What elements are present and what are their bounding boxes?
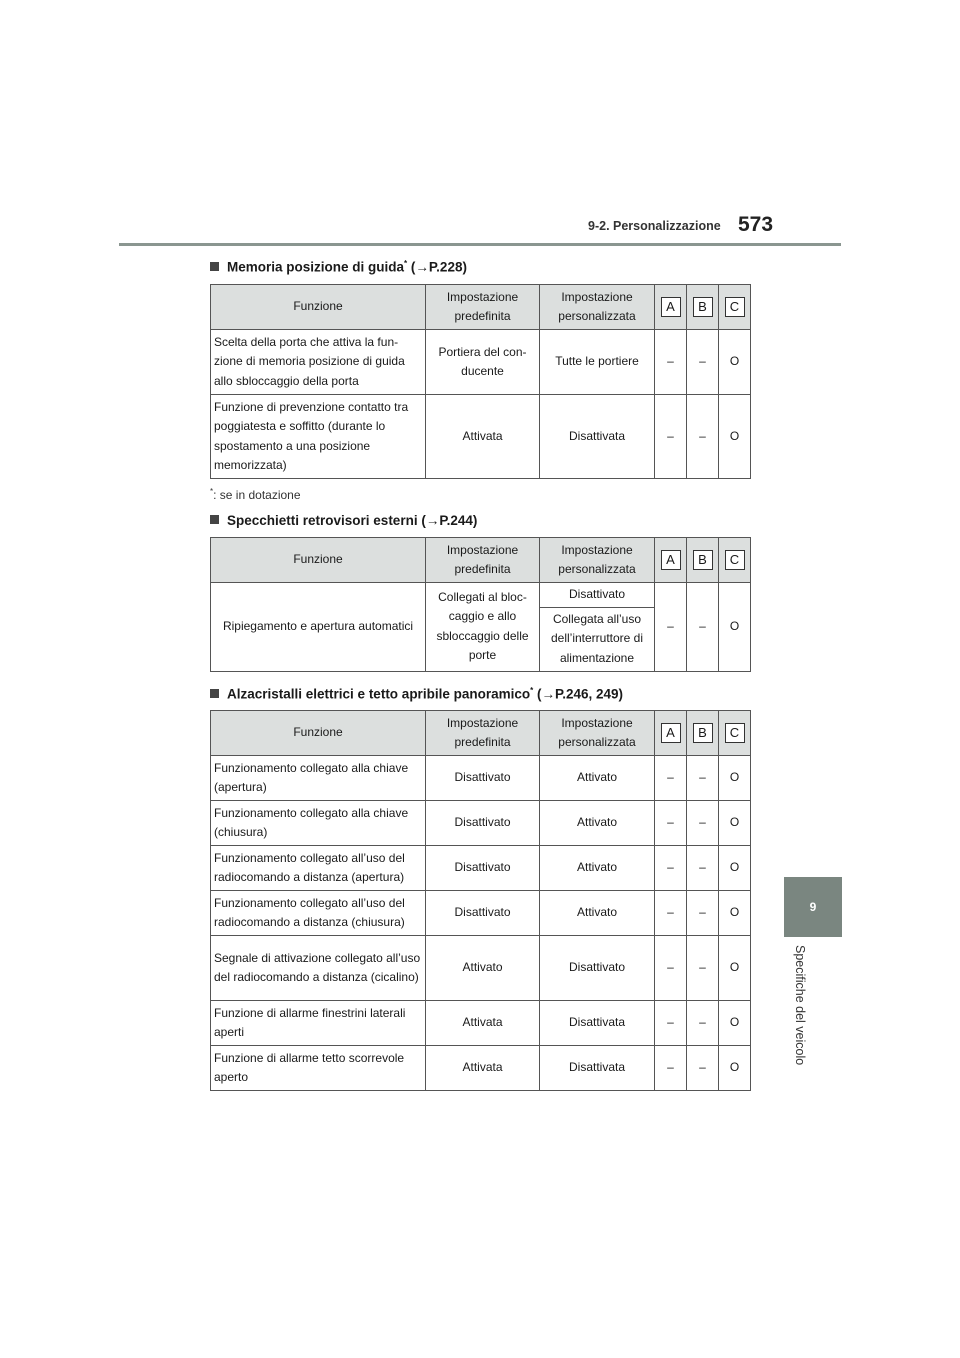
column-header-custom: Impostazione personalizzata bbox=[540, 538, 655, 583]
bullet-square-icon bbox=[210, 515, 219, 524]
table-row: Scelta della porta che attiva la fun-zione di memoria posizione di guida allo sbloccaggio della porta Portiera del con-ducente Tutte le portiere – – O bbox=[211, 330, 751, 395]
table-row: Funzionamento collegato all’uso del radiocomando a distanza (apertura) Disattivato Attivato – – O bbox=[211, 846, 751, 891]
column-header-default: Impostazione predefinita bbox=[426, 711, 540, 756]
page-reference-link[interactable]: (→P.246, 249) bbox=[536, 686, 624, 702]
header-divider bbox=[119, 243, 841, 246]
chapter-number: 9 bbox=[809, 900, 817, 914]
column-header-c: C bbox=[719, 711, 751, 756]
table-row: Ripiegamento e apertura automatici Collegati al bloc-caggio e allo sbloccaggio delle porte Disattivato – – O bbox=[211, 583, 751, 608]
column-header-custom: Impostazione personalizzata bbox=[540, 711, 655, 756]
chapter-title: Specifiche del veicolo bbox=[793, 945, 807, 1066]
chapter-tab[interactable] bbox=[784, 877, 842, 937]
page-reference-link[interactable]: (→P.228) bbox=[410, 259, 467, 275]
settings-table-specchietti bbox=[210, 537, 751, 672]
column-header-b: B bbox=[687, 538, 719, 583]
section-title-specchietti: Specchietti retrovisori esterni (→P.244) bbox=[210, 513, 477, 528]
settings-table-alzacristalli bbox=[210, 710, 751, 1091]
table-row: Funzionamento collegato alla chiave (chiusura) Disattivato Attivato – – O bbox=[211, 801, 751, 846]
table-row: Collegata all’uso dell’interruttore di alimentazione bbox=[211, 607, 751, 671]
column-header-funzione: Funzione bbox=[211, 711, 426, 756]
column-header-a: A bbox=[655, 538, 687, 583]
bullet-square-icon bbox=[210, 689, 219, 698]
table-row: Funzione di prevenzione contatto tra poggiatesta e soffitto (durante lo spostamento a una posizione memorizzata) Attivata Disattivata – – O bbox=[211, 395, 751, 479]
column-header-c: C bbox=[719, 538, 751, 583]
footnote: *: se in dotazione bbox=[210, 487, 301, 502]
table-row: Segnale di attivazione collegato all’uso del radiocomando a distanza (cicalino) Attivato Disattivato – – O bbox=[211, 936, 751, 1001]
table-row: Funzione di allarme tetto scorrevole aperto Attivata Disattivata – – O bbox=[211, 1046, 751, 1091]
column-header-funzione: Funzione bbox=[211, 538, 426, 583]
column-header-b: B bbox=[687, 711, 719, 756]
column-header-a: A bbox=[655, 711, 687, 756]
section-header: 9-2. Personalizzazione bbox=[588, 219, 721, 233]
column-header-b: B bbox=[687, 285, 719, 330]
column-header-default: Impostazione predefinita bbox=[426, 285, 540, 330]
column-header-default: Impostazione predefinita bbox=[426, 538, 540, 583]
page-number: 573 bbox=[738, 213, 774, 236]
table-row: Funzionamento collegato all’uso del radiocomando a distanza (chiusura) Disattivato Attivato – – O bbox=[211, 891, 751, 936]
table-row: Funzione di allarme finestrini laterali aperti Attivata Disattivata – – O bbox=[211, 1001, 751, 1046]
column-header-funzione: Funzione bbox=[211, 285, 426, 330]
column-header-custom: Impostazione personalizzata bbox=[540, 285, 655, 330]
column-header-c: C bbox=[719, 285, 751, 330]
section-title-memoria: Memoria posizione di guida* (→P.228) bbox=[210, 259, 467, 275]
page-reference-link[interactable]: (→P.244) bbox=[421, 513, 478, 528]
column-header-a: A bbox=[655, 285, 687, 330]
section-title-alzacristalli: Alzacristalli elettrici e tetto apribile panoramico* (→P.246, 249) bbox=[210, 686, 623, 702]
table-row: Funzionamento collegato alla chiave (apertura) Disattivato Attivato – – O bbox=[211, 756, 751, 801]
bullet-square-icon bbox=[210, 262, 219, 271]
settings-table-memoria bbox=[210, 284, 751, 479]
